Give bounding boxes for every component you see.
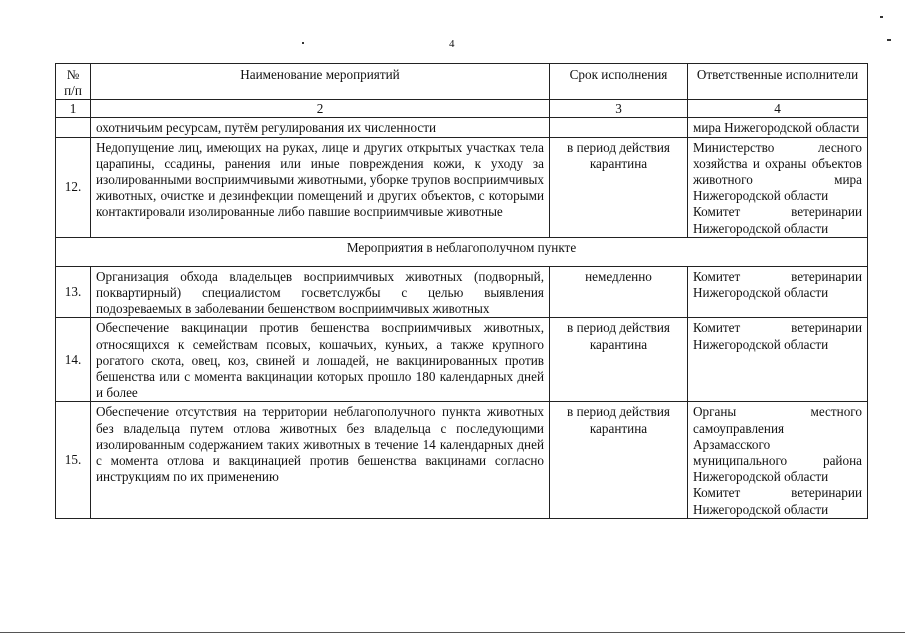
row-number [56,118,91,137]
column-index: 1 [56,100,91,118]
header-term: Срок исполнения [550,64,688,100]
measure-term [550,118,688,137]
measure-responsible [688,137,868,237]
measure-responsible [688,402,868,518]
table-row [56,118,868,137]
measure-responsible [688,318,868,402]
table-row [56,402,868,518]
responsible-party: Комитет ветеринарии Нижегородской области [693,204,862,236]
header-row [56,64,868,100]
header-responsible: Ответственные исполнители [688,64,868,100]
table-row [56,137,868,237]
measure-name: охотничьим ресурсам, путём регулирования их численности [91,118,550,137]
measure-name: Обеспечение вакцинации против бешенства восприимчивых животных, относящихся к семействам псовых, кошачьих, куньих, а также крупного рогатого скота, овец, коз, свиней и лошадей, не вакцинированных против бешенства или с момента вакцинации которых прошло 180 календарных дней и более [91,318,550,402]
page-bottom-edge [0,632,905,633]
column-index-row [56,100,868,118]
measures-table [55,63,868,519]
responsible-party: Комитет ветеринарии Нижегородской области [693,268,862,301]
responsible-party: Комитет ветеринарии Нижегородской области [693,485,862,517]
measure-responsible [688,266,868,318]
responsible-party: Органы местного самоуправления Арзамасского муниципального района Нижегородской области [693,404,862,485]
row-number: 12. [56,137,91,237]
table-row [56,266,868,318]
row-number: 14. [56,318,91,402]
measure-term: немедленно [550,266,688,318]
scan-speck [880,16,883,18]
column-index: 2 [91,100,550,118]
measure-name: Организация обхода владельцев восприимчивых животных (подворный, поквартирный) специалистом госветслужбы с целью выявления подозреваемых в заболевании бешенством восприимчивых животных [91,266,550,318]
column-index: 3 [550,100,688,118]
row-number: 13. [56,266,91,318]
measure-name: Недопущение лиц, имеющих на руках, лице и других открытых участках тела царапины, ссадины, ранения или иные повреждения кожи, к уходу за изолированными восприимчивыми животными, уборке трупов восприимчивых животных, очистке и дезинфекции помещений и других объектов, с которыми контактировали изолированные либо павшие восприимчивые животные [91,137,550,237]
responsible-party: Министерство лесного хозяйства и охраны объектов животного мира Нижегородской области [693,139,862,204]
responsible-party: мира Нижегородской области [693,120,860,136]
section-row [56,237,868,266]
section-title: Мероприятия в неблагополучном пункте [56,237,868,266]
page-number: 4 [449,38,455,50]
measure-term: в период действия карантина [550,318,688,402]
header-num: № п/п [56,64,91,100]
scan-speck [887,39,891,41]
scan-speck [302,42,304,44]
measure-responsible [688,118,868,137]
row-number: 15. [56,402,91,518]
column-index: 4 [688,100,868,118]
header-name: Наименование мероприятий [91,64,550,100]
table-row [56,318,868,402]
measure-term: в период действия карантина [550,402,688,518]
measure-name: Обеспечение отсутствия на территории неблагополучного пункта животных без владельца путем отлова животных без владельца с последующими изолированным содержанием таких животных в течение 14 календарных дней с момента отлова и вакцинацией против бешенства вакцинами согласно инструкциям по их применению [91,402,550,518]
measure-term: в период действия карантина [550,137,688,237]
responsible-party: Комитет ветеринарии Нижегородской области [693,320,862,352]
